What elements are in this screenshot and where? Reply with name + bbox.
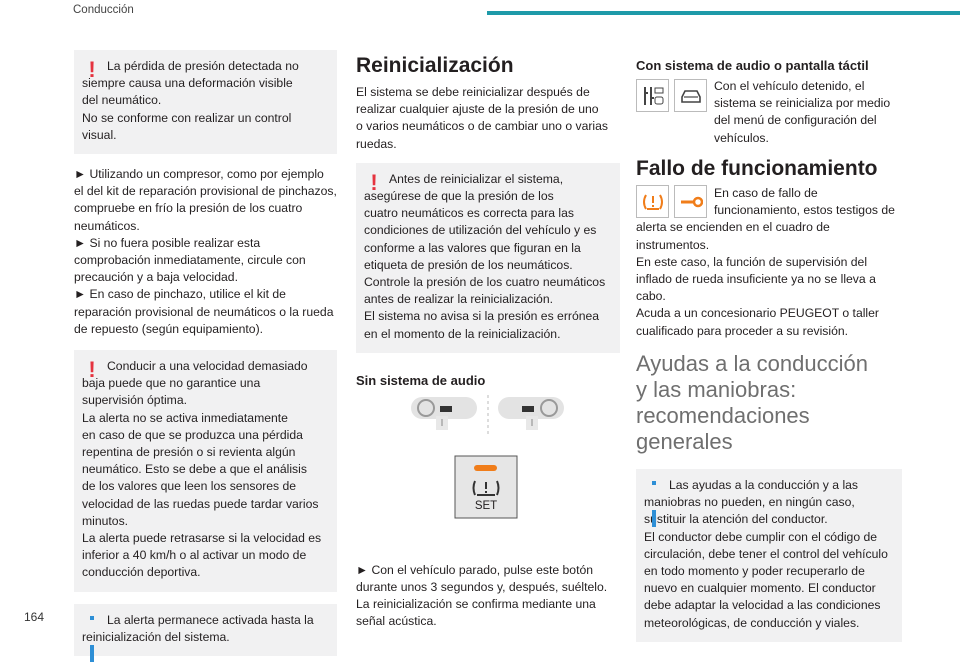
dashboard-illustration <box>356 394 620 544</box>
info-note <box>636 469 902 642</box>
info-note-text: Las ayudas a la conducción y a las maniobras no pueden, en ningún caso, sustituir la atención del conductor. El conductor debe cumplir con el código de circulación, debe tener el control del vehículo en todo momento y poder recuperarlo de nuevo en cualquier momento. El conductor debe adaptar la velocidad a las condiciones meteorológicas, de conducción y viales. <box>644 478 888 630</box>
malfunction-text: En caso de fallo de funcionamiento, estos testigos de alerta se encienden en el cuadro de instrumentos. En este caso, la función de supervisión del inflado de rueda insuficiente ya no se lleva a cabo. Acuda a un concesionario PEUGEOT o taller cualificado para proceder a su revisión. <box>636 186 895 338</box>
set-button-illustration <box>356 394 620 544</box>
audio-icons-row <box>636 79 902 145</box>
instructions-paragraph: ► Utilizando un compresor, como por ejemplo el del kit de reparación provisional de pinchazos, compruebe en frío la presión de los cuatro neumáticos. ► Si no fuera posible realizar esta comprobación inmediatamente, circule con precaución y a baja velocidad. ► En caso de pinchazo, utilice el kit de reparación provisional de neumáticos o la rueda de repuesto (según equipamiento). <box>74 167 337 336</box>
column-2 <box>356 50 620 631</box>
header-title: Conducción <box>73 4 134 16</box>
set-button-label: SET <box>474 499 498 512</box>
warning-note-text: Conducir a una velocidad demasiado baja puede que no garantice una supervisión óptima. La alerta no se activa inmediatamente en caso de que se produzca una pérdida repentina de presión o si revienta algún neumático. Esto se debe a que el análisis de los valores que leen los sensores de velocidad de las ruedas puede tardar varios minutos. La alerta puede retrasarse si la velocidad es inferior a 40 km/h o al activar un modo de conducción deportiva. <box>82 359 322 580</box>
warning-icon: ! <box>370 169 378 195</box>
section-heading: Reinicialización <box>356 54 514 77</box>
page-number: 164 <box>24 610 45 624</box>
info-icon <box>649 478 659 527</box>
info-icon <box>87 613 97 662</box>
column-3 <box>636 58 902 654</box>
warning-note <box>74 350 337 592</box>
audio-reset-text: Con el vehículo detenido, el sistema se reinicializa por medio del menú de configuración del vehículos. <box>714 79 891 145</box>
malfunction-icons-row <box>636 185 902 338</box>
warning-icon: ! <box>88 57 96 82</box>
subheading: Con sistema de audio o pantalla táctil <box>636 58 869 73</box>
warning-icon: ! <box>88 357 96 383</box>
info-note <box>74 604 337 656</box>
warning-note <box>356 163 620 353</box>
settings-menu-icon <box>636 79 669 112</box>
reset-paragraph: El sistema se debe reinicializar después de realizar cualquier ajuste de la presión de uno o varios neumáticos o de cambiar uno o varias ruedas. <box>356 85 609 151</box>
header-accent-bar <box>487 11 960 15</box>
set-instructions: ► Con el vehículo parado, pulse este botón durante unos 3 segundos y, después, suéltelo. La reinicialización se confirma mediante una señal acústica. <box>356 562 608 629</box>
warning-note-text: Antes de reinicializar el sistema, asegúrese de que la presión de los cuatro neumáticos es correcta para las condiciones de utilización del vehículo y es conforme a las valores que figuran en la etiqueta de presión de los neumáticos. Controle la presión de los cuatro neumáticos antes de realizar la reinicialización. El sistema no avisa si la presión es errónea en el momento de la reinicialización. <box>364 171 606 341</box>
section-title: Ayudas a la conducción y las maniobras: recomendaciones generales <box>636 351 868 454</box>
car-icon <box>674 79 707 112</box>
subheading: Sin sistema de audio <box>356 372 486 388</box>
warning-note-text: La pérdida de presión detectada no siempre causa una deformación visible del neumático. No se conforme con realizar un control visual. <box>82 59 299 142</box>
info-note-text: La alerta permanece activada hasta la reinicialización del sistema. <box>82 612 314 644</box>
warning-note <box>74 50 337 154</box>
section-heading: Fallo de funcionamiento <box>636 157 878 180</box>
column-1 <box>74 50 337 668</box>
